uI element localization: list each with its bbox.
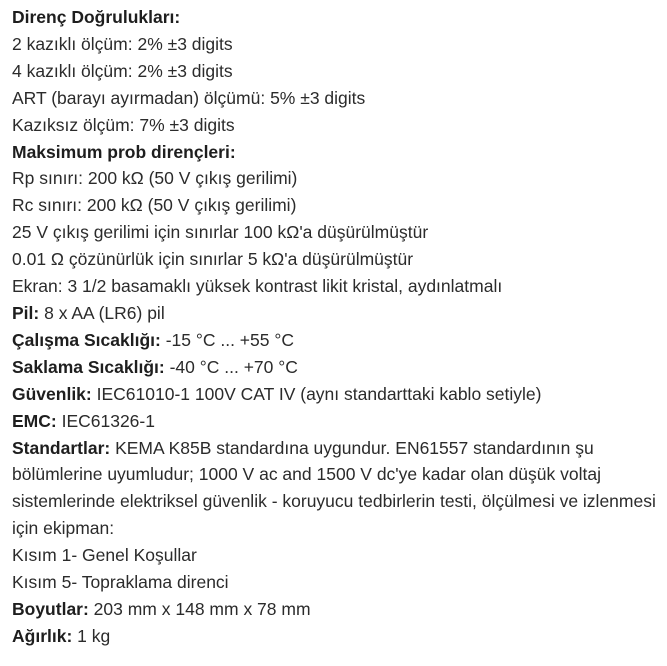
battery-spec bbox=[12, 300, 661, 327]
storage-temp-label: Saklama Sıcaklığı: bbox=[12, 356, 165, 377]
emc-spec bbox=[12, 408, 661, 435]
accuracy-2-pole: 2 kazıklı ölçüm: 2% ±3 digits bbox=[12, 33, 233, 54]
max-probe-resistance-heading: Maksimum prob dirençleri: bbox=[12, 141, 236, 162]
dimensions-label: Boyutlar: bbox=[12, 598, 89, 619]
storage-temp-value: -40 °C ... +70 °C bbox=[164, 356, 298, 377]
standards-part-5: Kısım 5- Topraklama direnci bbox=[12, 572, 229, 593]
rc-limit: Rc sınırı: 200 kΩ (50 V çıkış gerilimi) bbox=[12, 195, 297, 216]
standards-spec bbox=[12, 435, 661, 543]
dimensions-spec bbox=[12, 596, 661, 623]
standards-value: KEMA K85B standardına uygundur. EN61557 standardının şu bölümlerine uyumludur; 1000 V ac and 1500 V dc'ye kadar olan düşük voltaj sistemlerinde elektriksel güvenlik - koruyucu tedbirlerin testi, ölçülmesi ve izlenmesi için ekipman: bbox=[12, 437, 656, 539]
operating-temp-label: Çalışma Sıcaklığı: bbox=[12, 329, 161, 350]
weight-label: Ağırlık: bbox=[12, 625, 73, 646]
safety-value: IEC61010-1 100V CAT IV (aynı standarttaki kablo setiyle) bbox=[91, 383, 542, 404]
accuracy-art: ART (barayı ayırmadan) ölçümü: 5% ±3 digits bbox=[12, 87, 366, 108]
dimensions-value: 203 mm x 148 mm x 78 mm bbox=[88, 598, 311, 619]
operating-temp-spec bbox=[12, 327, 661, 354]
battery-label: Pil: bbox=[12, 302, 40, 323]
standards-part-1: Kısım 1- Genel Koşullar bbox=[12, 545, 197, 566]
battery-value: 8 x AA (LR6) pil bbox=[39, 302, 165, 323]
resistance-accuracy-heading: Direnç Doğrulukları: bbox=[12, 7, 181, 27]
safety-spec bbox=[12, 381, 661, 408]
standards-label: Standartlar: bbox=[12, 437, 111, 458]
accuracy-4-pole: 4 kazıklı ölçüm: 2% ±3 digits bbox=[12, 60, 233, 81]
emc-label: EMC: bbox=[12, 410, 57, 431]
weight-value: 1 kg bbox=[72, 625, 111, 646]
rp-limit: Rp sınırı: 200 kΩ (50 V çıkış gerilimi) bbox=[12, 168, 298, 189]
safety-label: Güvenlik: bbox=[12, 383, 92, 404]
display-spec: Ekran: 3 1/2 basamaklı yüksek kontrast likit kristal, aydınlatmalı bbox=[12, 276, 503, 297]
emc-value: IEC61326-1 bbox=[56, 410, 155, 431]
accuracy-stakeless: Kazıksız ölçüm: 7% ±3 digits bbox=[12, 114, 235, 135]
storage-temp-spec bbox=[12, 354, 661, 381]
weight-spec bbox=[12, 623, 661, 650]
operating-temp-value: -15 °C ... +55 °C bbox=[160, 329, 294, 350]
limit-resolution: 0.01 Ω çözünürlük için sınırlar 5 kΩ'a düşürülmüştür bbox=[12, 249, 414, 270]
limit-25v: 25 V çıkış gerilimi için sınırlar 100 kΩ'a düşürülmüştür bbox=[12, 222, 429, 243]
